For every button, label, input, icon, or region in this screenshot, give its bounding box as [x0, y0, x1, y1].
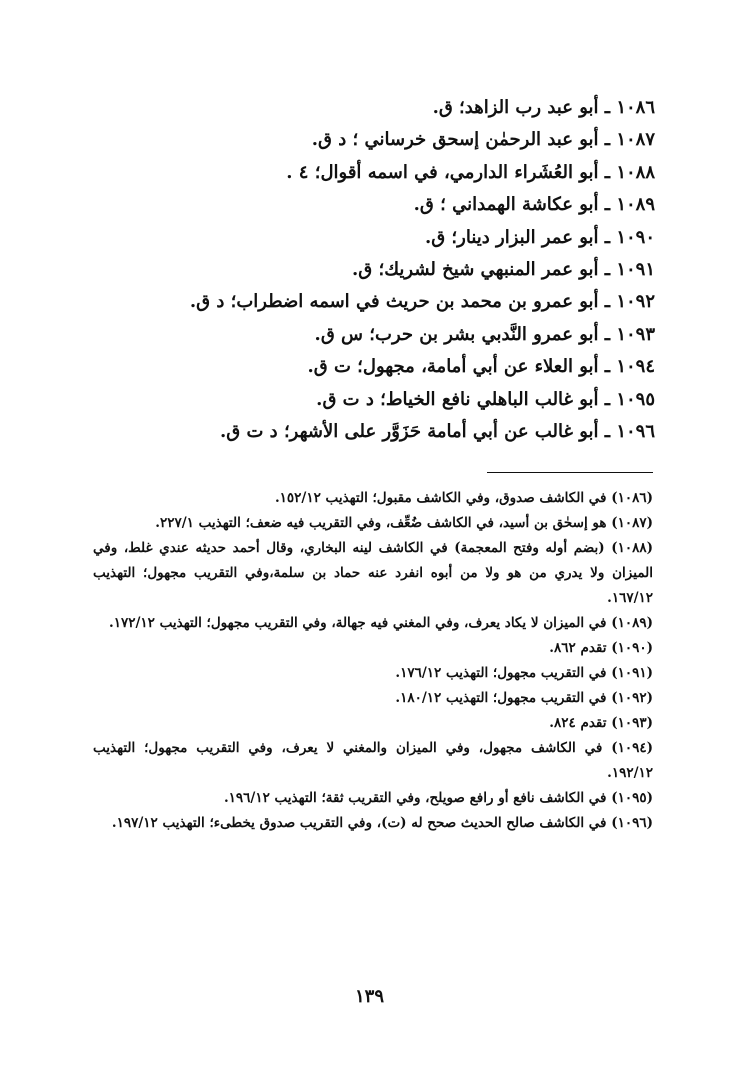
footnote-1096: (١٠٩٦) في الكاشف صالح الحديث صحح له (ت)، وفي التقريب صدوق يخطىء؛ التهذيب ١٩٧/١٢.: [111, 815, 653, 831]
footnote-1088: (١٠٨٨) (بضم أوله وفتح المعجمة) في الكاشف لينه البخاري، وقال أحمد حديثه عندي غلط، وفي الميزان ولا يدري من هو ولا من أبوه انفرد عنه حماد بن سلمة،وفي التقريب مجهول؛ التهذيب ١٦٧/١٢.: [93, 540, 653, 606]
footnote-1094: (١٠٩٤) في الكاشف مجهول، وفي الميزان والمغني لا يعرف، وفي التقريب مجهول؛ التهذيب ١٩٢/١٢.: [93, 740, 653, 781]
footnote-1091: (١٠٩١) في التقريب مجهول؛ التهذيب ١٧٦/١٢.: [395, 665, 653, 681]
entry-1093: ١٠٩٣ ـ أبو عمرو النَّدبي بشر بن حرب؛ س ق.: [314, 323, 655, 345]
footnote-1095: (١٠٩٥) في الكاشف نافع أو رافع صويلح، وفي التقريب ثقة؛ التهذيب ١٩٦/١٢.: [223, 790, 653, 806]
footnote-1086: (١٠٨٦) في الكاشف صدوق، وفي الكاشف مقبول؛ التهذيب ١٥٢/١٢.: [274, 490, 653, 506]
footnote-1090: (١٠٩٠) تقدم ٨٦٢.: [549, 640, 653, 656]
entry-list: [55, 92, 655, 448]
footnotes: [93, 486, 653, 836]
entry-1089: ١٠٨٩ ـ أبو عكاشة الهمداني ؛ ق.: [413, 194, 655, 216]
entry-1087: ١٠٨٧ ـ أبو عبد الرحمٰن إسحق خرساني ؛ د ق.: [311, 129, 655, 151]
entry-1086: ١٠٨٦ ـ أبو عبد رب الزاهد؛ ق.: [432, 97, 655, 118]
entry-1088: ١٠٨٨ ـ أبو العُشَراء الدارمي، في اسمه أقوال؛ ٤ .: [286, 161, 655, 183]
entry-1094: ١٠٩٤ ـ أبو العلاء عن أبي أمامة، مجهول؛ ت ق.: [307, 356, 655, 378]
footnote-1089: (١٠٨٩) في الميزان لا يكاد يعرف، وفي المغني فيه جهالة، وفي التقريب مجهول؛ التهذيب ١٧٢/١٢.: [109, 615, 653, 631]
footnote-1093: (١٠٩٣) تقدم ٨٢٤.: [549, 715, 653, 731]
entry-1091: ١٠٩١ ـ أبو عمر المنبهي شيخ لشريك؛ ق.: [352, 258, 655, 280]
footnote-1087: (١٠٨٧) هو إسحٰق بن أسيد، في الكاشف ضُعِّف، وفي التقريب فيه ضعف؛ التهذيب ٢٢٧/١.: [155, 515, 653, 531]
entry-1096: ١٠٩٦ ـ أبو غالب عن أبي أمامة حَزَوَّر على الأشهر؛ د ت ق.: [219, 420, 655, 442]
footnote-1092: (١٠٩٢) في التقريب مجهول؛ التهذيب ١٨٠/١٢.: [395, 690, 653, 706]
entry-1095: ١٠٩٥ ـ أبو غالب الباهلي نافع الخياط؛ د ت ق.: [316, 388, 655, 410]
page-number: ١٣٩: [354, 986, 384, 1007]
entry-1090: ١٠٩٠ ـ أبو عمر البزار دينار؛ ق.: [424, 226, 655, 248]
entry-1092: ١٠٩٢ ـ أبو عمرو بن محمد بن حريث في اسمه اضطراب؛ د ق.: [189, 291, 655, 313]
footnote-divider: [487, 472, 653, 473]
